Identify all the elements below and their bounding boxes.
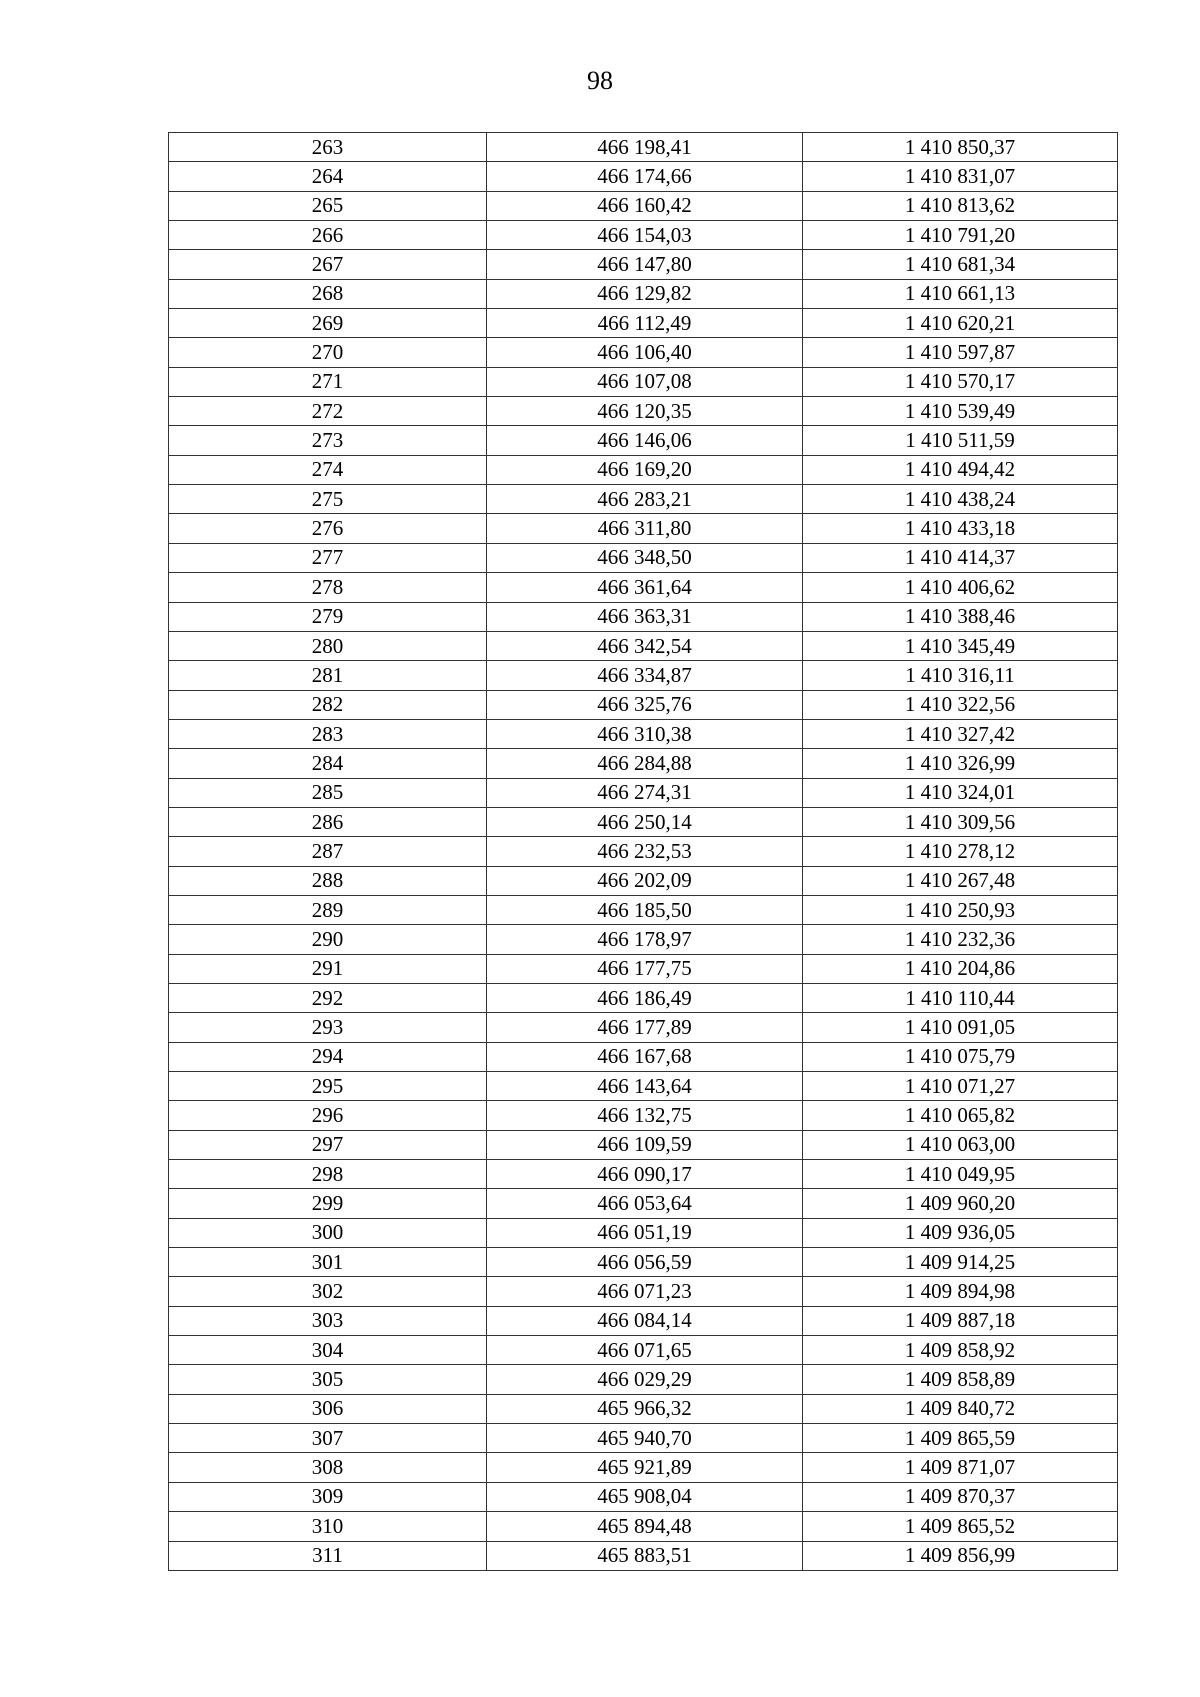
- y-coordinate-cell: 1 410 324,01: [803, 778, 1118, 807]
- table-row: [169, 279, 1118, 308]
- table-row: [169, 1512, 1118, 1541]
- y-coordinate-cell: 1 410 250,93: [803, 895, 1118, 924]
- x-coordinate-cell: 466 283,21: [487, 485, 803, 514]
- point-number-cell: 286: [169, 807, 487, 836]
- y-coordinate-cell: 1 410 661,13: [803, 279, 1118, 308]
- point-number-cell: 267: [169, 250, 487, 279]
- table-row: [169, 1248, 1118, 1277]
- table-row: [169, 367, 1118, 396]
- y-coordinate-cell: 1 410 433,18: [803, 514, 1118, 543]
- x-coordinate-cell: 466 029,29: [487, 1365, 803, 1394]
- y-coordinate-cell: 1 410 414,37: [803, 543, 1118, 572]
- point-number-cell: 268: [169, 279, 487, 308]
- x-coordinate-cell: 466 090,17: [487, 1160, 803, 1189]
- table-row: [169, 191, 1118, 220]
- table-row: [169, 1394, 1118, 1423]
- table-row: [169, 1189, 1118, 1218]
- x-coordinate-cell: 465 966,32: [487, 1394, 803, 1423]
- y-coordinate-cell: 1 410 327,42: [803, 719, 1118, 748]
- point-number-cell: 298: [169, 1160, 487, 1189]
- x-coordinate-cell: 466 146,06: [487, 426, 803, 455]
- table-row: [169, 631, 1118, 660]
- point-number-cell: 311: [169, 1541, 487, 1570]
- y-coordinate-cell: 1 410 049,95: [803, 1160, 1118, 1189]
- x-coordinate-cell: 465 940,70: [487, 1424, 803, 1453]
- table-row: [169, 895, 1118, 924]
- x-coordinate-cell: 466 107,08: [487, 367, 803, 396]
- point-number-cell: 309: [169, 1482, 487, 1511]
- point-number-cell: 302: [169, 1277, 487, 1306]
- y-coordinate-cell: 1 410 091,05: [803, 1013, 1118, 1042]
- table-row: [169, 1424, 1118, 1453]
- table-row: [169, 514, 1118, 543]
- table-row: [169, 778, 1118, 807]
- x-coordinate-cell: 466 112,49: [487, 309, 803, 338]
- x-coordinate-cell: 466 348,50: [487, 543, 803, 572]
- table-body: [169, 133, 1118, 1571]
- x-coordinate-cell: 466 232,53: [487, 837, 803, 866]
- x-coordinate-cell: 465 921,89: [487, 1453, 803, 1482]
- table-row: [169, 1042, 1118, 1071]
- x-coordinate-cell: 466 174,66: [487, 162, 803, 191]
- table-row: [169, 485, 1118, 514]
- table-row: [169, 573, 1118, 602]
- table-row: [169, 309, 1118, 338]
- y-coordinate-cell: 1 410 267,48: [803, 866, 1118, 895]
- y-coordinate-cell: 1 410 388,46: [803, 602, 1118, 631]
- table-row: [169, 397, 1118, 426]
- table-row: [169, 455, 1118, 484]
- point-number-cell: 299: [169, 1189, 487, 1218]
- table-row: [169, 954, 1118, 983]
- y-coordinate-cell: 1 409 856,99: [803, 1541, 1118, 1570]
- point-number-cell: 278: [169, 573, 487, 602]
- x-coordinate-cell: 466 169,20: [487, 455, 803, 484]
- table-row: [169, 690, 1118, 719]
- table-row: [169, 250, 1118, 279]
- point-number-cell: 271: [169, 367, 487, 396]
- table-row: [169, 925, 1118, 954]
- point-number-cell: 265: [169, 191, 487, 220]
- y-coordinate-cell: 1 410 204,86: [803, 954, 1118, 983]
- table-row: [169, 807, 1118, 836]
- y-coordinate-cell: 1 409 870,37: [803, 1482, 1118, 1511]
- y-coordinate-cell: 1 410 791,20: [803, 221, 1118, 250]
- point-number-cell: 310: [169, 1512, 487, 1541]
- x-coordinate-cell: 466 284,88: [487, 749, 803, 778]
- point-number-cell: 291: [169, 954, 487, 983]
- table-row: [169, 1306, 1118, 1335]
- point-number-cell: 280: [169, 631, 487, 660]
- x-coordinate-cell: 466 250,14: [487, 807, 803, 836]
- point-number-cell: 266: [169, 221, 487, 250]
- x-coordinate-cell: 466 109,59: [487, 1130, 803, 1159]
- table-row: [169, 837, 1118, 866]
- point-number-cell: 304: [169, 1336, 487, 1365]
- x-coordinate-cell: 466 325,76: [487, 690, 803, 719]
- point-number-cell: 263: [169, 133, 487, 162]
- x-coordinate-cell: 465 894,48: [487, 1512, 803, 1541]
- point-number-cell: 292: [169, 983, 487, 1012]
- point-number-cell: 294: [169, 1042, 487, 1071]
- point-number-cell: 297: [169, 1130, 487, 1159]
- table-row: [169, 749, 1118, 778]
- y-coordinate-cell: 1 410 570,17: [803, 367, 1118, 396]
- x-coordinate-cell: 466 106,40: [487, 338, 803, 367]
- y-coordinate-cell: 1 409 871,07: [803, 1453, 1118, 1482]
- y-coordinate-cell: 1 410 232,36: [803, 925, 1118, 954]
- table-row: [169, 221, 1118, 250]
- point-number-cell: 285: [169, 778, 487, 807]
- x-coordinate-cell: 466 361,64: [487, 573, 803, 602]
- x-coordinate-cell: 466 147,80: [487, 250, 803, 279]
- point-number-cell: 277: [169, 543, 487, 572]
- table-row: [169, 1336, 1118, 1365]
- x-coordinate-cell: 466 342,54: [487, 631, 803, 660]
- y-coordinate-cell: 1 410 438,24: [803, 485, 1118, 514]
- x-coordinate-cell: 466 202,09: [487, 866, 803, 895]
- y-coordinate-cell: 1 409 960,20: [803, 1189, 1118, 1218]
- x-coordinate-cell: 466 177,89: [487, 1013, 803, 1042]
- y-coordinate-cell: 1 409 865,59: [803, 1424, 1118, 1453]
- point-number-cell: 301: [169, 1248, 487, 1277]
- y-coordinate-cell: 1 409 894,98: [803, 1277, 1118, 1306]
- table-row: [169, 1482, 1118, 1511]
- x-coordinate-cell: 466 186,49: [487, 983, 803, 1012]
- table-row: [169, 1218, 1118, 1247]
- y-coordinate-cell: 1 410 065,82: [803, 1101, 1118, 1130]
- x-coordinate-cell: 466 160,42: [487, 191, 803, 220]
- x-coordinate-cell: 466 132,75: [487, 1101, 803, 1130]
- point-number-cell: 296: [169, 1101, 487, 1130]
- table-row: [169, 719, 1118, 748]
- point-number-cell: 273: [169, 426, 487, 455]
- x-coordinate-cell: 466 084,14: [487, 1306, 803, 1335]
- point-number-cell: 288: [169, 866, 487, 895]
- table-row: [169, 1365, 1118, 1394]
- y-coordinate-cell: 1 409 858,92: [803, 1336, 1118, 1365]
- point-number-cell: 270: [169, 338, 487, 367]
- y-coordinate-cell: 1 410 831,07: [803, 162, 1118, 191]
- x-coordinate-cell: 466 177,75: [487, 954, 803, 983]
- y-coordinate-cell: 1 410 322,56: [803, 690, 1118, 719]
- point-number-cell: 275: [169, 485, 487, 514]
- point-number-cell: 290: [169, 925, 487, 954]
- x-coordinate-cell: 466 071,65: [487, 1336, 803, 1365]
- point-number-cell: 307: [169, 1424, 487, 1453]
- point-number-cell: 300: [169, 1218, 487, 1247]
- y-coordinate-cell: 1 410 063,00: [803, 1130, 1118, 1159]
- point-number-cell: 276: [169, 514, 487, 543]
- point-number-cell: 282: [169, 690, 487, 719]
- point-number-cell: 269: [169, 309, 487, 338]
- table-row: [169, 983, 1118, 1012]
- y-coordinate-cell: 1 410 071,27: [803, 1072, 1118, 1101]
- point-number-cell: 306: [169, 1394, 487, 1423]
- y-coordinate-cell: 1 410 620,21: [803, 309, 1118, 338]
- point-number-cell: 303: [169, 1306, 487, 1335]
- x-coordinate-cell: 465 883,51: [487, 1541, 803, 1570]
- point-number-cell: 274: [169, 455, 487, 484]
- point-number-cell: 289: [169, 895, 487, 924]
- y-coordinate-cell: 1 410 539,49: [803, 397, 1118, 426]
- y-coordinate-cell: 1 409 887,18: [803, 1306, 1118, 1335]
- x-coordinate-cell: 466 178,97: [487, 925, 803, 954]
- x-coordinate-cell: 466 274,31: [487, 778, 803, 807]
- table-row: [169, 338, 1118, 367]
- y-coordinate-cell: 1 410 316,11: [803, 661, 1118, 690]
- table-row: [169, 133, 1118, 162]
- table-row: [169, 1101, 1118, 1130]
- x-coordinate-cell: 466 056,59: [487, 1248, 803, 1277]
- table-row: [169, 1453, 1118, 1482]
- y-coordinate-cell: 1 410 850,37: [803, 133, 1118, 162]
- x-coordinate-cell: 466 071,23: [487, 1277, 803, 1306]
- y-coordinate-cell: 1 410 494,42: [803, 455, 1118, 484]
- x-coordinate-cell: 466 167,68: [487, 1042, 803, 1071]
- y-coordinate-cell: 1 410 075,79: [803, 1042, 1118, 1071]
- y-coordinate-cell: 1 410 309,56: [803, 807, 1118, 836]
- table-row: [169, 1013, 1118, 1042]
- table-row: [169, 162, 1118, 191]
- table-row: [169, 1160, 1118, 1189]
- y-coordinate-cell: 1 410 813,62: [803, 191, 1118, 220]
- table-row: [169, 1130, 1118, 1159]
- point-number-cell: 283: [169, 719, 487, 748]
- point-number-cell: 272: [169, 397, 487, 426]
- point-number-cell: 287: [169, 837, 487, 866]
- x-coordinate-cell: 466 129,82: [487, 279, 803, 308]
- table-row: [169, 1072, 1118, 1101]
- x-coordinate-cell: 466 053,64: [487, 1189, 803, 1218]
- y-coordinate-cell: 1 410 345,49: [803, 631, 1118, 660]
- y-coordinate-cell: 1 409 936,05: [803, 1218, 1118, 1247]
- y-coordinate-cell: 1 409 858,89: [803, 1365, 1118, 1394]
- y-coordinate-cell: 1 410 326,99: [803, 749, 1118, 778]
- table-row: [169, 426, 1118, 455]
- y-coordinate-cell: 1 410 406,62: [803, 573, 1118, 602]
- x-coordinate-cell: 466 310,38: [487, 719, 803, 748]
- point-number-cell: 279: [169, 602, 487, 631]
- point-number-cell: 281: [169, 661, 487, 690]
- point-number-cell: 305: [169, 1365, 487, 1394]
- x-coordinate-cell: 466 334,87: [487, 661, 803, 690]
- x-coordinate-cell: 466 154,03: [487, 221, 803, 250]
- x-coordinate-cell: 466 198,41: [487, 133, 803, 162]
- page-number: 98: [587, 66, 613, 95]
- x-coordinate-cell: 465 908,04: [487, 1482, 803, 1511]
- point-number-cell: 308: [169, 1453, 487, 1482]
- table-row: [169, 602, 1118, 631]
- y-coordinate-cell: 1 409 840,72: [803, 1394, 1118, 1423]
- point-number-cell: 293: [169, 1013, 487, 1042]
- table-row: [169, 1541, 1118, 1570]
- x-coordinate-cell: 466 120,35: [487, 397, 803, 426]
- table-row: [169, 661, 1118, 690]
- point-number-cell: 284: [169, 749, 487, 778]
- y-coordinate-cell: 1 409 914,25: [803, 1248, 1118, 1277]
- x-coordinate-cell: 466 051,19: [487, 1218, 803, 1247]
- x-coordinate-cell: 466 311,80: [487, 514, 803, 543]
- y-coordinate-cell: 1 410 597,87: [803, 338, 1118, 367]
- coordinates-table: [168, 132, 1118, 1571]
- y-coordinate-cell: 1 409 865,52: [803, 1512, 1118, 1541]
- y-coordinate-cell: 1 410 110,44: [803, 983, 1118, 1012]
- table-row: [169, 866, 1118, 895]
- point-number-cell: 295: [169, 1072, 487, 1101]
- y-coordinate-cell: 1 410 511,59: [803, 426, 1118, 455]
- point-number-cell: 264: [169, 162, 487, 191]
- y-coordinate-cell: 1 410 278,12: [803, 837, 1118, 866]
- x-coordinate-cell: 466 363,31: [487, 602, 803, 631]
- x-coordinate-cell: 466 143,64: [487, 1072, 803, 1101]
- y-coordinate-cell: 1 410 681,34: [803, 250, 1118, 279]
- x-coordinate-cell: 466 185,50: [487, 895, 803, 924]
- table-row: [169, 1277, 1118, 1306]
- table-row: [169, 543, 1118, 572]
